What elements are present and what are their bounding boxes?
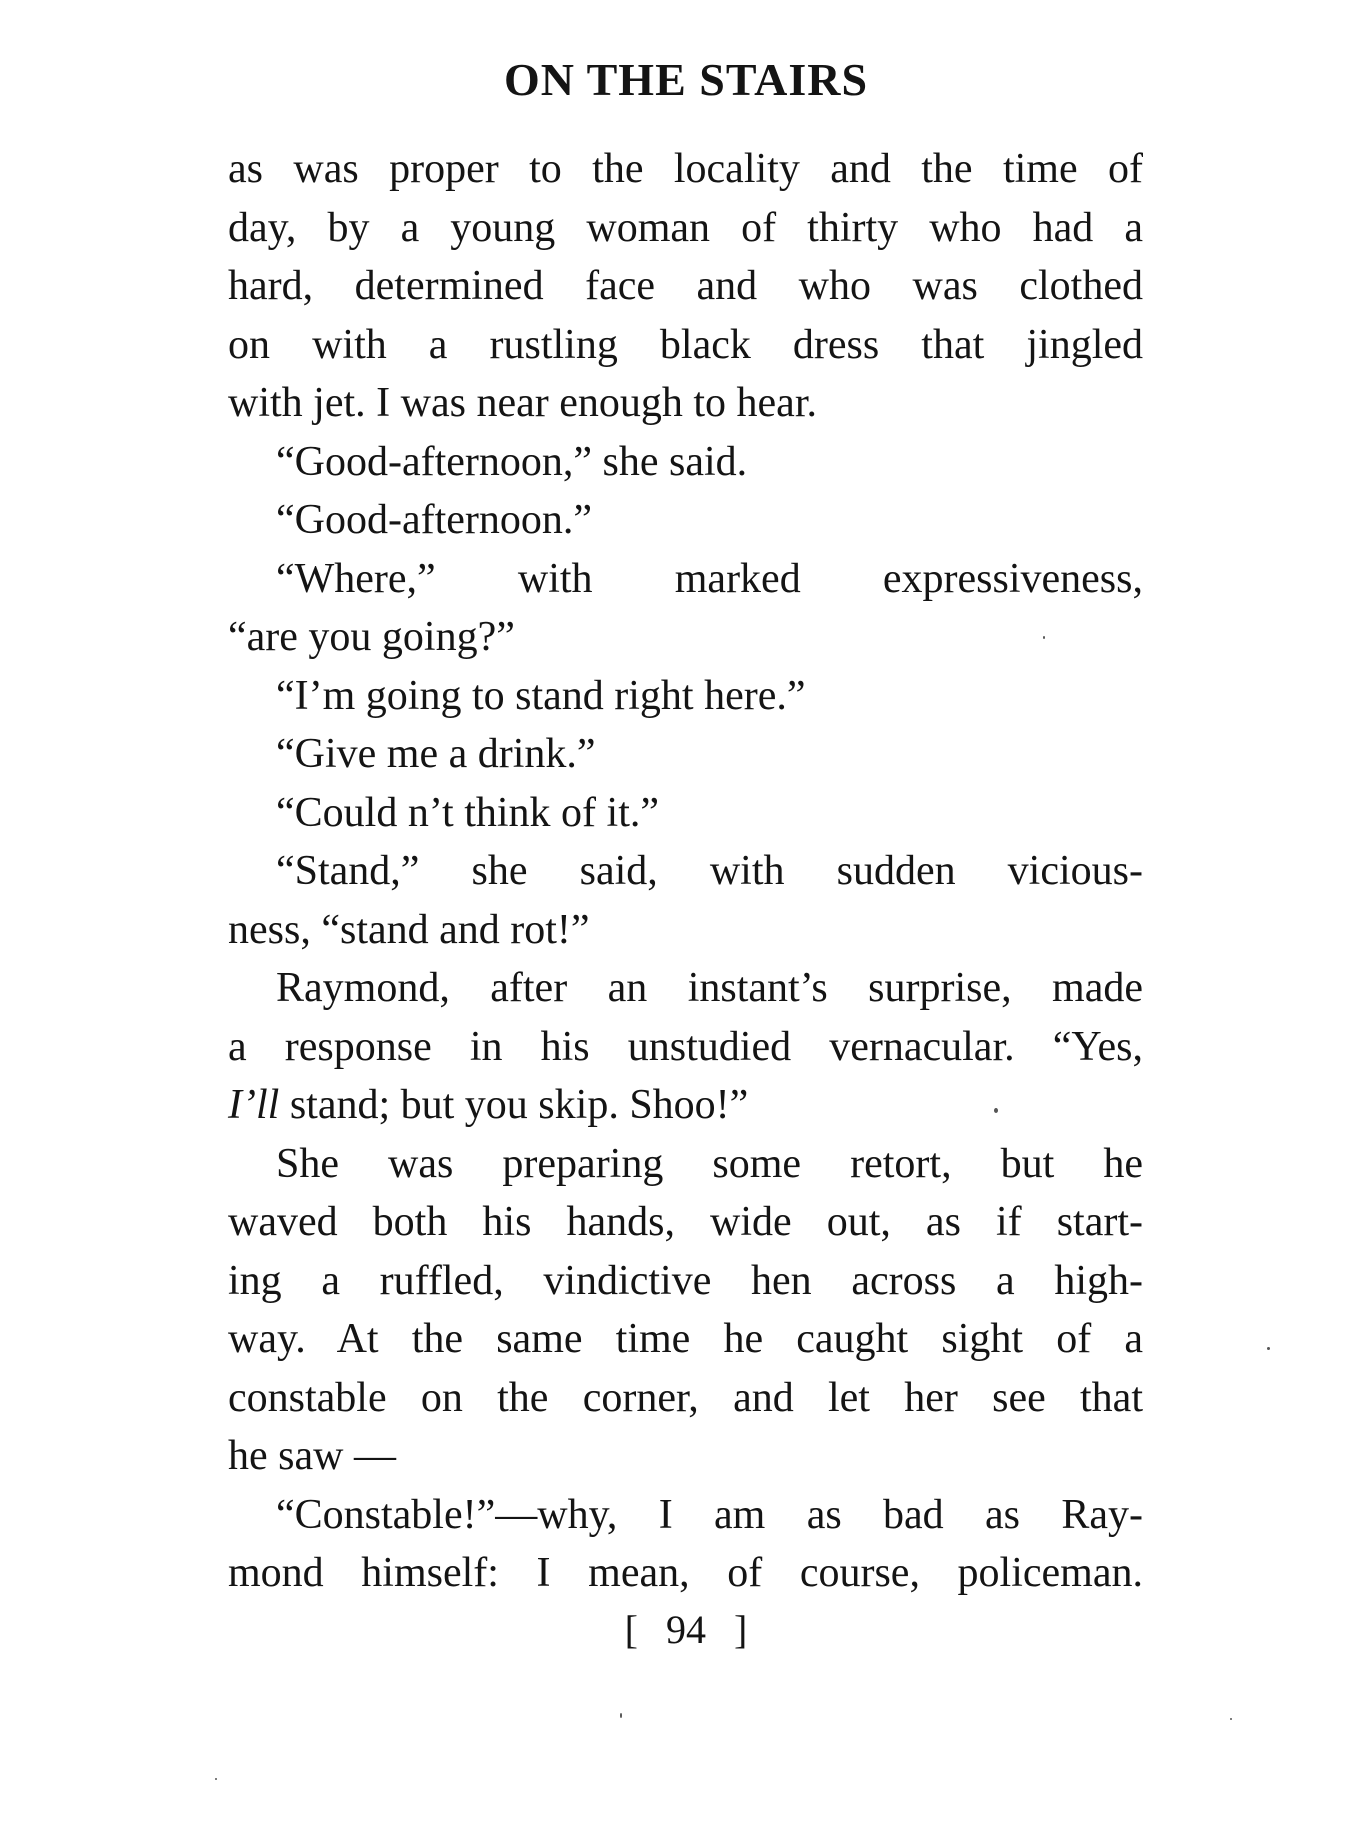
italic-word: I’ll: [228, 1082, 280, 1128]
text-line: hard, determined face and who was clothed: [228, 263, 1143, 309]
text-line: “are you going?”: [228, 614, 515, 660]
folio-open-bracket: [: [624, 1607, 638, 1652]
line-rest: stand; but you skip. Shoo!”: [279, 1082, 749, 1128]
running-header: ON THE STAIRS: [503, 54, 869, 105]
scan-speck: [1043, 636, 1045, 639]
text-line: he saw —: [228, 1433, 396, 1479]
text-line: on with a rustling black dress that jingled: [228, 321, 1143, 368]
scan-speck: [1230, 1718, 1232, 1720]
text-line: day, by a young woman of thirty who had a: [228, 204, 1143, 251]
text-line: ness, “stand and rot!”: [228, 906, 590, 953]
dialogue-line: “Good-afternoon.”: [276, 497, 593, 543]
scan-speck: [994, 1108, 998, 1113]
text-line: waved both his hands, wide out, as if start-: [228, 1199, 1143, 1245]
paragraph-start-line: She was preparing some retort, but he: [276, 1140, 1143, 1187]
text-line: ing a ruffled, vindictive hen across a high-: [228, 1257, 1143, 1304]
dialogue-line: “Stand,” she said, with sudden vicious-: [276, 848, 1143, 894]
text-line: way. At the same time he caught sight of a: [228, 1316, 1143, 1362]
dialogue-line: “Could n’t think of it.”: [276, 789, 660, 836]
dialogue-line: “Where,” with marked expressiveness,: [276, 555, 1143, 602]
text-line: a response in his unstudied vernacular. “Yes,: [228, 1023, 1143, 1070]
dialogue-line: “Good-afternoon,” she said.: [276, 438, 748, 485]
text-line: as was proper to the locality and the time of: [228, 146, 1143, 192]
scan-speck: [215, 1778, 217, 1780]
text-line: constable on the corner, and let her see that: [228, 1374, 1143, 1421]
text-line: with jet. I was near enough to hear.: [228, 380, 817, 426]
text-line: [228, 1076, 1143, 1135]
paragraph-start-line: “Constable!”—why, I am as bad as Ray-: [276, 1491, 1143, 1538]
scan-speck: [620, 1713, 622, 1718]
scan-speck: [1267, 1347, 1270, 1350]
dialogue-line: “Give me a drink.”: [276, 731, 596, 777]
folio-number: 94: [666, 1607, 706, 1652]
paragraph-start-line: Raymond, after an instant’s surprise, made: [276, 965, 1143, 1011]
body-text: [228, 140, 1143, 1603]
folio-close-bracket: ]: [734, 1607, 748, 1652]
dialogue-line: “I’m going to stand right here.”: [276, 672, 806, 719]
text-line: mond himself: I mean, of course, policeman.: [228, 1550, 1143, 1596]
page-number: [0, 1602, 1372, 1658]
